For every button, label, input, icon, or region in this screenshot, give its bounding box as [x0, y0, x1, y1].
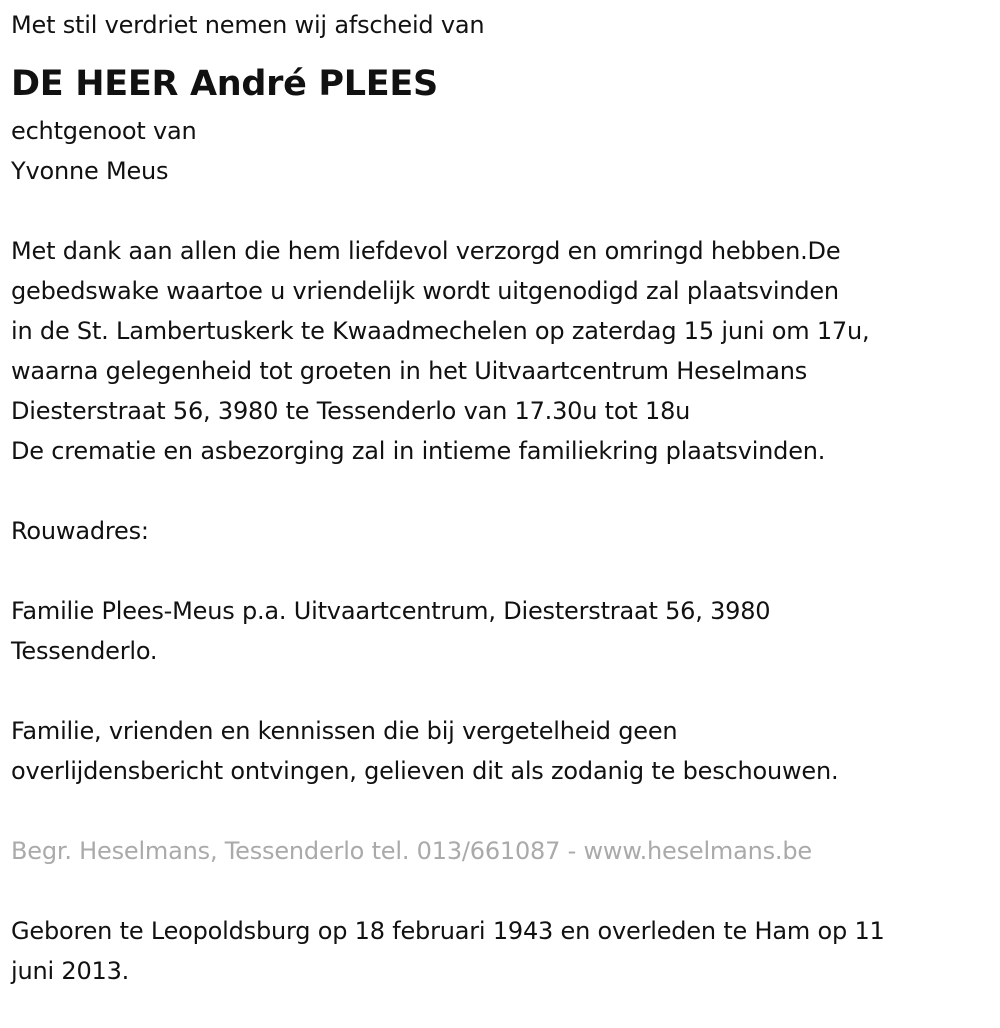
birth-line: juni 2013.	[11, 957, 130, 985]
notice-line: overlijdensbericht ontvingen, gelieven dit als zodanig te beschouwen.	[11, 757, 839, 785]
deceased-name: DE HEER André PLEES	[11, 64, 438, 104]
message-line: waarna gelegenheid tot groeten in het Uitvaartcentrum Heselmans	[11, 357, 808, 385]
address-paragraph	[11, 591, 991, 671]
message-line: in de St. Lambertuskerk te Kwaadmechelen op zaterdag 15 juni om 17u,	[11, 317, 870, 345]
address-line: Familie Plees-Meus p.a. Uitvaartcentrum, Diesterstraat 56, 3980	[11, 597, 771, 625]
spacer	[11, 671, 991, 711]
obituary-notice	[11, 8, 991, 991]
spacer	[11, 191, 991, 231]
message-paragraph	[11, 231, 991, 471]
message-line: gebedswake waartoe u vriendelijk wordt uitgenodigd zal plaatsvinden	[11, 277, 839, 305]
relation-label: echtgenoot van	[11, 117, 197, 145]
message-line: Met dank aan allen die hem liefdevol verzorgd en omringd hebben.De	[11, 237, 841, 265]
address-line: Tessenderlo.	[11, 637, 158, 665]
spacer	[11, 551, 991, 591]
spacer	[11, 791, 991, 831]
message-line: Diesterstraat 56, 3980 te Tessenderlo van 17.30u tot 18u	[11, 397, 691, 425]
spacer	[11, 871, 991, 911]
rouwadres-label: Rouwadres:	[11, 517, 149, 545]
notice-line: Familie, vrienden en kennissen die bij vergetelheid geen	[11, 717, 678, 745]
spouse-name: Yvonne Meus	[11, 157, 169, 185]
birth-paragraph	[11, 911, 991, 991]
message-line: De crematie en asbezorging zal in intieme familiekring plaatsvinden.	[11, 437, 826, 465]
intro-text: Met stil verdriet nemen wij afscheid van	[11, 11, 485, 39]
notice-paragraph	[11, 711, 991, 791]
undertaker-info: Begr. Heselmans, Tessenderlo tel. 013/661087 - www.heselmans.be	[11, 837, 812, 865]
birth-line: Geboren te Leopoldsburg op 18 februari 1943 en overleden te Ham op 11	[11, 917, 885, 945]
spacer	[11, 471, 991, 511]
